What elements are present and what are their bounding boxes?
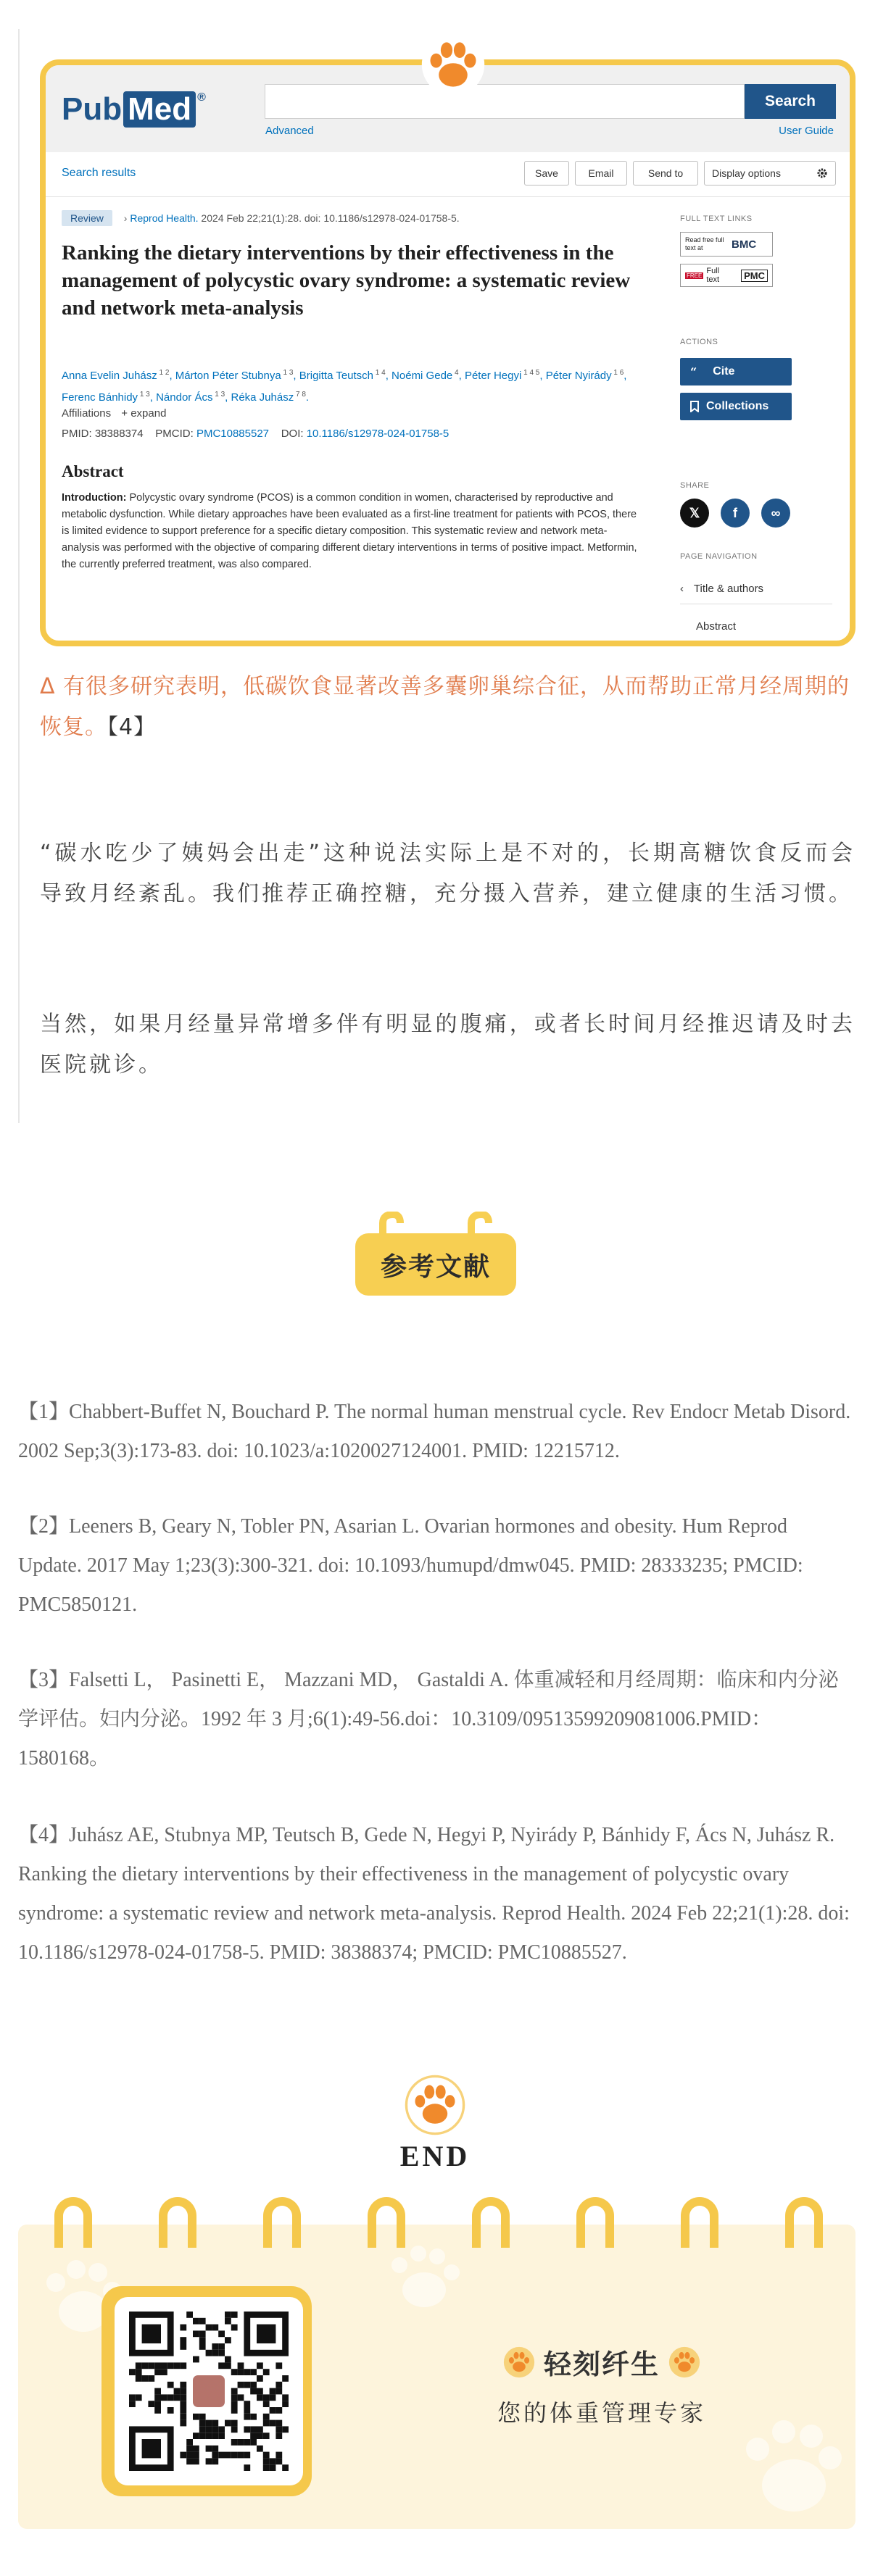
collections-button[interactable]: Collections bbox=[680, 393, 792, 420]
doi-link[interactable]: 10.1186/s12978-024-01758-5 bbox=[306, 428, 450, 440]
x-icon[interactable]: 𝕏 bbox=[680, 499, 709, 528]
body-paragraph-2: 当然，如果月经量异常增多伴有明显的腹痛，或者长时间月经推迟请及时去医院就诊。 bbox=[40, 1012, 856, 1077]
facebook-icon[interactable]: f bbox=[721, 499, 750, 528]
references-title-block bbox=[355, 1212, 516, 1299]
reference-3: 【3】Falsetti L， Pasinetti E， Mazzani MD， Gastaldi A. 体重减轻和月经周期：临床和内分泌学评估。妇内分泌。1992 年 3 月;6(1):49-56.doi：10.3109/09513599209081006.PMID：1580168。 bbox=[18, 1669, 839, 1770]
save-button[interactable]: Save bbox=[524, 161, 569, 186]
nav-title-authors[interactable]: ‹ Title & authors bbox=[680, 583, 832, 604]
paw-icon bbox=[420, 32, 486, 97]
email-button[interactable]: Email bbox=[575, 161, 627, 186]
article-title: Ranking the dietary interventions by their effectiveness in the management of polycystic ovary syndrome: a systematic review and network meta-analysis bbox=[62, 241, 631, 320]
link-icon[interactable]: ∞ bbox=[761, 499, 790, 528]
citation-text: 2024 Feb 22;21(1):28. doi: 10.1186/s12978-024-01758-5. bbox=[201, 212, 460, 224]
article-meta bbox=[62, 210, 460, 226]
journal-link[interactable]: Reprod Health. bbox=[130, 212, 199, 224]
search-results-link[interactable]: Search results bbox=[62, 167, 136, 179]
references-title: 参考文献 bbox=[355, 1233, 516, 1296]
full-text-links-label: FULL TEXT LINKS bbox=[680, 214, 753, 223]
binder-ring bbox=[54, 2197, 92, 2248]
actions-label: ACTIONS bbox=[680, 338, 718, 346]
author-affiliation-ref[interactable]: 4 bbox=[452, 369, 459, 377]
expand-link[interactable]: expand bbox=[130, 407, 167, 420]
bmc-full-text-link[interactable]: Read free full text at BMC bbox=[680, 232, 773, 257]
qr-code-icon bbox=[129, 2312, 289, 2471]
nav-abstract[interactable]: Abstract bbox=[696, 620, 737, 633]
quote-icon: “ bbox=[690, 364, 697, 379]
author-affiliation-ref[interactable]: 1 4 bbox=[373, 369, 386, 377]
pmc-full-text-link[interactable]: FREE Full text PMC bbox=[680, 264, 773, 287]
author-affiliation-ref[interactable]: 1 2 bbox=[157, 369, 170, 377]
end-label: END bbox=[399, 2140, 471, 2172]
article-ids: PMID: 38388374 PMCID: PMC10885527 DOI: 10.1186/s12978-024-01758-5 bbox=[62, 428, 450, 440]
brand-name: 轻刻纤生 bbox=[543, 2348, 660, 2380]
body-paragraph-1: “碳水吃少了姨妈会出走”这种说法实际上是不对的，长期高糖饮食反而会导致月经紊乱。我们推荐正确控糖，充分摄入营养，建立健康的生活习惯。 bbox=[40, 841, 856, 906]
reference-4: 【4】Juhász AE, Stubnya MP, Teutsch B, Gede N, Hegyi P, Nyirády P, Bánhidy F, Ács N, Juhász R. Ranking the dietary interventions by their effectiveness in the management of polycystic ovary syndrome: a systematic review and network meta-analysis. Reprod Health. 2024 Feb 22;21(1):28. doi: 10.1186/s12978-024-01758-5. PMID: 38388374; PMCID: PMC10885527. bbox=[18, 1824, 850, 1964]
author-link[interactable]: Nándor Ács bbox=[156, 391, 213, 404]
author-link[interactable]: Márton Péter Stubnya bbox=[175, 370, 281, 382]
author-link[interactable]: Noémi Gede bbox=[392, 370, 453, 382]
note-ref: 【4】 bbox=[107, 714, 157, 740]
pubmed-logo[interactable]: Pub Med ® bbox=[62, 91, 206, 127]
abstract-heading: Abstract bbox=[62, 462, 124, 480]
binder-ring bbox=[472, 2197, 510, 2248]
review-badge: Review bbox=[62, 210, 112, 226]
gear-icon bbox=[816, 167, 828, 179]
search-button[interactable]: Search bbox=[745, 84, 836, 119]
author-link[interactable]: Réka Juhász bbox=[231, 391, 294, 404]
advanced-link[interactable]: Advanced bbox=[265, 125, 314, 137]
brand-slogan: 您的体重管理专家 bbox=[497, 2399, 706, 2427]
display-options-button[interactable]: Display options bbox=[704, 161, 836, 186]
author-link[interactable]: Ferenc Bánhidy bbox=[62, 391, 138, 404]
author-list: Anna Evelin Juhász $^{1 2}$, Márton Péter Stubnya $^{1 3}$, Brigitta Teutsch $^{1 4}$, Noémi Gede $^4$, Péter Hegyi $^{1 4 5}$, Péter Nyirády $^{1 6}$, Ferenc Bánhidy $^{1 3}$, Nándor Ács $^{1 3}$, Réka Juhász $^{7 8}$. bbox=[62, 369, 627, 404]
chevron-left-icon: ‹ bbox=[680, 583, 684, 595]
bookmark-icon bbox=[690, 401, 699, 412]
paw-icon bbox=[503, 2346, 535, 2378]
figure-note: Δ 有很多研究表明，低碳饮食显著改善多囊卵巢综合征，从而帮助正常月经周期的恢复。【4】 bbox=[40, 674, 850, 740]
pubmed-screenshot bbox=[40, 59, 856, 646]
binder-ring bbox=[263, 2197, 301, 2248]
left-divider bbox=[18, 29, 20, 1123]
pmcid-link[interactable]: PMC10885527 bbox=[196, 428, 270, 440]
send-to-button[interactable]: Send to bbox=[633, 161, 698, 186]
author-affiliation-ref[interactable]: 1 6 bbox=[611, 369, 624, 377]
chevron-right-icon: › bbox=[123, 212, 128, 224]
author-affiliation-ref[interactable]: 1 3 bbox=[281, 369, 294, 377]
reference-2: 【2】Leeners B, Geary N, Tobler PN, Asarian L. Ovarian hormones and obesity. Hum Reprod Update. 2017 May 1;23(3):300-321. doi: 10.1093/humupd/dmw045. PMID: 28333235; PMCID: PMC5850121. bbox=[18, 1515, 803, 1616]
plus-icon[interactable]: + bbox=[121, 407, 128, 420]
search-input[interactable] bbox=[265, 84, 745, 119]
author-link[interactable]: Péter Nyirády bbox=[545, 370, 612, 382]
binder-ring bbox=[576, 2197, 614, 2248]
affiliations-row: Affiliations + expand bbox=[62, 407, 167, 420]
share-label: SHARE bbox=[680, 481, 710, 490]
reference-1: 【1】Chabbert-Buffet N, Bouchard P. The normal human menstrual cycle. Rev Endocr Metab Disord. 2002 Sep;3(3):173-83. doi: 10.1023/a:1020027124001. PMID: 12215712. bbox=[18, 1401, 851, 1462]
author-affiliation-ref[interactable]: 1 3 bbox=[138, 391, 150, 399]
binder-ring bbox=[681, 2197, 718, 2248]
paw-icon bbox=[668, 2346, 700, 2378]
author-affiliation-ref[interactable]: 7 8 bbox=[294, 391, 306, 399]
author-affiliation-ref[interactable]: 1 4 5 bbox=[521, 369, 540, 377]
user-guide-link[interactable]: User Guide bbox=[779, 125, 834, 137]
page-navigation-label: PAGE NAVIGATION bbox=[680, 552, 758, 561]
binder-ring bbox=[159, 2197, 196, 2248]
binder-ring bbox=[368, 2197, 405, 2248]
paw-icon bbox=[404, 2074, 466, 2136]
action-bar bbox=[46, 152, 850, 197]
brand-row bbox=[482, 2342, 721, 2382]
author-link[interactable]: Anna Evelin Juhász bbox=[62, 370, 157, 382]
author-link[interactable]: Péter Hegyi bbox=[464, 370, 522, 382]
qr-code[interactable] bbox=[115, 2297, 303, 2485]
author-affiliation-ref[interactable]: 1 3 bbox=[212, 391, 225, 399]
pmid-value: 38388374 bbox=[94, 428, 144, 440]
cite-button[interactable]: “ Cite bbox=[680, 358, 792, 385]
author-link[interactable]: Brigitta Teutsch bbox=[299, 370, 374, 382]
abstract-text: Introduction: Polycystic ovary syndrome (PCOS) is a common condition in women, characterised by reproductive and metabolic dysfunction. While dietary approaches have been evaluated as a first-line treatment for patients with PCOS, there is limited evidence to support preference for a specific dietary composition. This systematic review and network meta-analysis was performed with the objective of comparing different dietary interventions in terms of positive impact. Metformin, the currently preferred treatment, was also compared. bbox=[62, 492, 637, 570]
binder-ring bbox=[785, 2197, 823, 2248]
